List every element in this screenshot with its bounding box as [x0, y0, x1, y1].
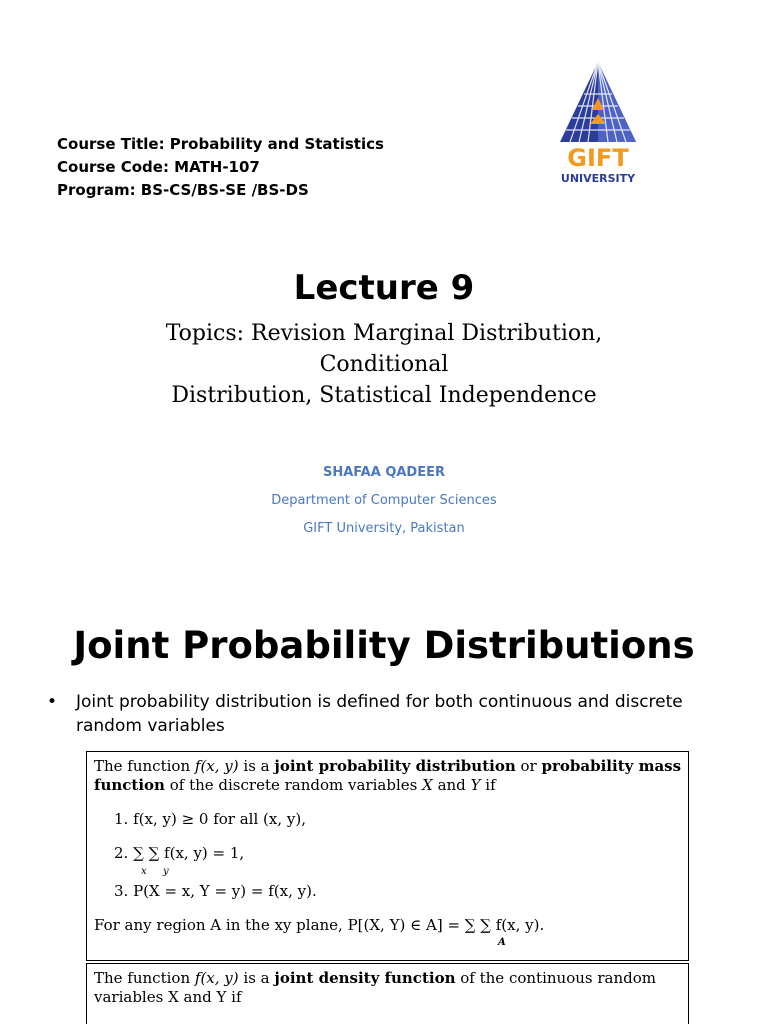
- def1-item-2: ∑ ∑ f(x, y) = 1,: [133, 844, 245, 862]
- def1-item-2-number: 2.: [114, 844, 129, 862]
- def1-fxy: f(x, y): [194, 757, 239, 775]
- def1-if: if: [485, 776, 496, 794]
- def2-line-2: variables X and Y if: [94, 988, 242, 1006]
- logo-text-university: UNIVERSITY: [560, 172, 636, 185]
- bullet-text: Joint probability distribution is defined for both continuous and discrete random variables: [76, 692, 683, 736]
- lecture-title: Lecture 9: [293, 268, 475, 308]
- def1-region: For any region A in the xy plane, P[(X, Y) ∈ A] = ∑ ∑ f(x, y).: [94, 916, 545, 934]
- def2-term: joint density function: [274, 969, 456, 987]
- def1-is-a: is a: [243, 757, 270, 775]
- topics-line-1: Topics: Revision Marginal Distribution, Conditional: [165, 321, 603, 377]
- def1-item-3: 3. P(X = x, Y = y) = f(x, y).: [114, 882, 317, 900]
- def1-var-x: X: [422, 776, 433, 794]
- course-info: [57, 133, 384, 202]
- def1-region-sub-a: A: [498, 937, 506, 948]
- course-code: Course Code: MATH-107: [57, 158, 260, 176]
- program: Program: BS-CS/BS-SE /BS-DS: [57, 181, 309, 199]
- def2-is-a: is a: [243, 969, 270, 987]
- def1-item-2-sub-x: x: [141, 866, 147, 877]
- def1-and: and: [437, 776, 466, 794]
- gift-university-logo: [548, 58, 648, 190]
- def1-intro: The function: [94, 757, 191, 775]
- def1-var-y: Y: [470, 776, 481, 794]
- def2-intro: The function: [94, 969, 191, 987]
- def1-item-2-sub-y: y: [163, 866, 169, 877]
- def2-of-continuous: of the continuous random: [460, 969, 656, 987]
- topics-line-2: Distribution, Statistical Independence: [171, 383, 597, 408]
- slide-title: Joint Probability Distributions: [73, 624, 695, 667]
- course-title: Course Title: Probability and Statistics: [57, 135, 384, 153]
- def1-of-discrete: of the discrete random variables: [169, 776, 418, 794]
- university: GIFT University, Pakistan: [303, 521, 465, 536]
- def2-fxy: f(x, y): [194, 969, 239, 987]
- logo-text-gift: GIFT: [567, 144, 629, 172]
- author-block: [0, 459, 768, 543]
- def1-or: or: [520, 757, 537, 775]
- content-slide: [0, 590, 768, 1024]
- author-name: SHAFAA QADEER: [322, 465, 445, 480]
- department: Department of Computer Sciences: [271, 493, 497, 508]
- def1-item-1: 1. f(x, y) ≥ 0 for all (x, y),: [114, 810, 306, 828]
- def1-term-pmf: probability mass: [541, 757, 682, 775]
- definition-box-continuous: [86, 963, 689, 1024]
- definition-box-discrete: [86, 751, 689, 961]
- bullet-icon: •: [47, 692, 58, 712]
- topics: [100, 318, 668, 411]
- def1-term-function: function: [94, 776, 165, 794]
- def1-term-joint: joint probability distribution: [274, 757, 516, 775]
